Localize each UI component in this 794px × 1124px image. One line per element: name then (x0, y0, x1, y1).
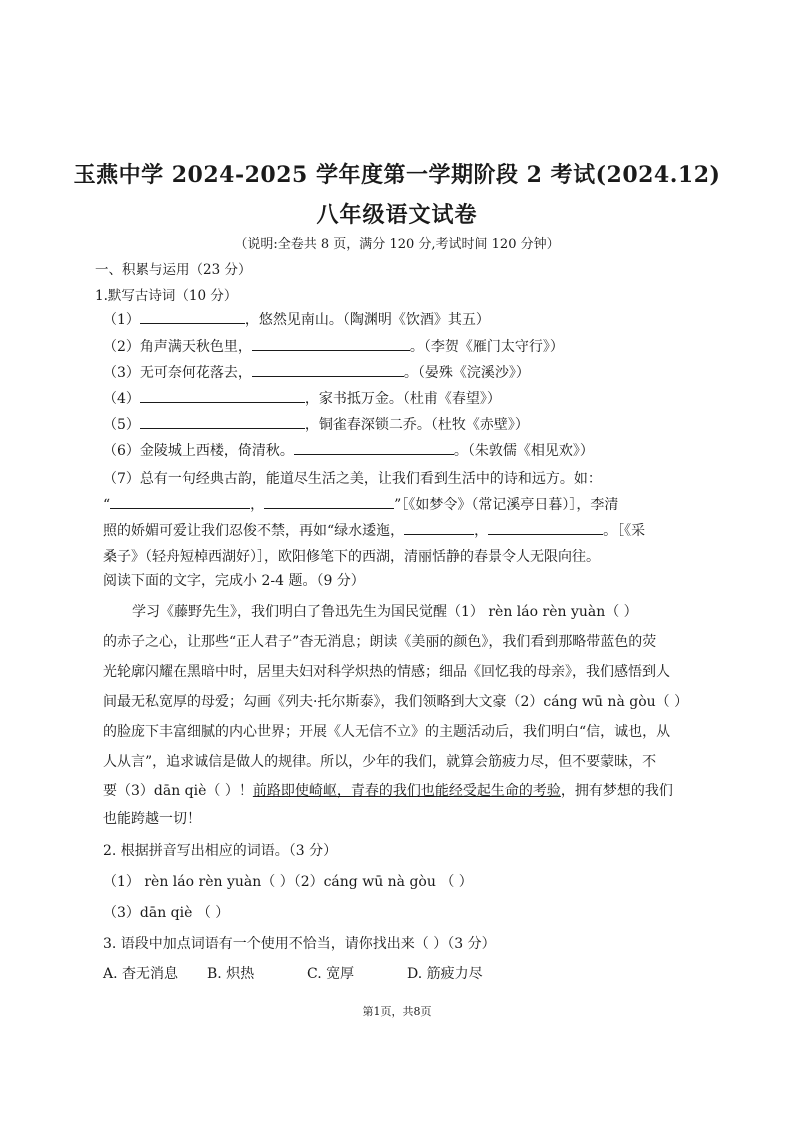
passage-line: 的赤子之心，让那些“正人君子”杳无消息；朗读《美丽的颜色》，我们看到那略带蓝色的荧 (103, 634, 657, 650)
option-b[interactable]: B. 炽热 (207, 966, 255, 982)
passage-line: 的脸庞下丰富细腻的内心世界；开展《人无信不立》的主题活动后，我们明白“信，诚也，从 (103, 724, 671, 740)
passage-line: 也能跨越一切！ (103, 811, 201, 827)
question-3-heading: 3. 语段中加点词语有一个使用不恰当，请你找出来（ ）（3 分） (103, 936, 496, 952)
answer-blank[interactable] (252, 362, 404, 377)
question-2-answer-row-1: （1） rèn láo rèn yuàn（ ）（2）cáng wū nà gòu （ ） (103, 874, 473, 890)
exam-instructions: （说明:全卷共 8 页，满分 120 分,考试时间 120 分钟） (234, 237, 560, 252)
question-3-options (103, 963, 483, 983)
option-a[interactable]: A. 杳无消息 (103, 966, 179, 982)
passage-line: 要（3）dān qiè（ ）！前路即使崎岖，青春的我们也能经受起生命的考验，拥有梦想的我们 (103, 783, 673, 799)
exam-title: 玉燕中学 2024-2025 学年度第一学期阶段 2 考试(2024.12) (73, 162, 721, 188)
answer-blank[interactable] (488, 520, 603, 535)
q1-item-4: （4） ，家书抵万金。（杜甫《春望》） (103, 388, 501, 408)
section-heading: 一、积累与运用（23 分） (95, 262, 252, 278)
question-1-heading: 1.默写古诗词（10 分） (95, 288, 238, 304)
passage-line: 光轮廓闪耀在黑暗中时，居里夫妇对科学炽热的情感；细品《回忆我的母亲》，我们感悟到人 (103, 664, 670, 680)
passage-line: 间最无私宽厚的母爱；勾画《列夫·托尔斯泰》，我们领略到大文豪（2）cáng wū nà gòu（ ） (103, 694, 689, 710)
answer-blank[interactable] (140, 414, 305, 429)
question-2-heading: 2. 根据拼音写出相应的词语。（3 分） (103, 843, 338, 859)
q1-item-7-line-3: 照的娇媚可爱让我们忍俊不禁，再如“绿水逶迤， ， 。［《采 (103, 520, 645, 540)
q1-item-7-line-1: （7）总有一句经典古韵，能道尽生活之美，让我们看到生活中的诗和远方。如： (103, 471, 602, 487)
answer-blank[interactable] (264, 494, 394, 509)
option-d[interactable]: D. 筋疲力尽 (407, 966, 483, 982)
q1-item-7-line-2: “ ， ”［《如梦令》（常记溪亭日暮）］，李清 (103, 494, 618, 514)
exam-subtitle: 八年级语文试卷 (316, 202, 478, 228)
underlined-sentence: 前路即使崎岖，青春的我们也能经受起生命的考验 (252, 783, 561, 799)
q1-item-2: （2）角声满天秋色里， 。（李贺《雁门太守行》） (103, 336, 564, 356)
answer-blank[interactable] (404, 520, 474, 535)
option-c[interactable]: C. 宽厚 (307, 966, 355, 982)
answer-blank[interactable] (140, 388, 305, 403)
answer-blank[interactable] (252, 336, 410, 351)
q1-item-6: （6）金陵城上西楼，倚清秋。 。（朱敦儒《相见欢》） (103, 440, 594, 460)
q1-item-7-line-4: 桑子》（轻舟短棹西湖好）］，欧阳修笔下的西湖，清丽恬静的春景令人无限向往。 (103, 549, 600, 565)
q1-item-3: （3）无可奈何花落去， 。（晏殊《浣溪沙》） (103, 362, 530, 382)
answer-blank[interactable] (140, 309, 245, 324)
reading-intro: 阅读下面的文字，完成小 2-4 题。（9 分） (103, 573, 365, 589)
question-2-answer-row-2: （3）dān qiè （ ） (103, 905, 230, 921)
answer-blank[interactable] (294, 440, 454, 455)
answer-blank[interactable] (110, 494, 250, 509)
passage-line: 学习《藤野先生》，我们明白了鲁迅先生为国民觉醒（1） rèn láo rèn yuàn（ ） (132, 604, 638, 620)
passage-line: 人从言”，追求诚信是做人的规律。所以，少年的我们，就算会筋疲力尽，但不要蒙昧，不 (103, 754, 657, 770)
q1-item-5: （5） ，铜雀春深锁二乔。（杜牧《赤壁》） (103, 414, 529, 434)
q1-item-1: （1） ，悠然见南山。（陶渊明《饮酒》其五） (103, 309, 490, 329)
page-footer: 第1页，共8页 (362, 1005, 432, 1018)
